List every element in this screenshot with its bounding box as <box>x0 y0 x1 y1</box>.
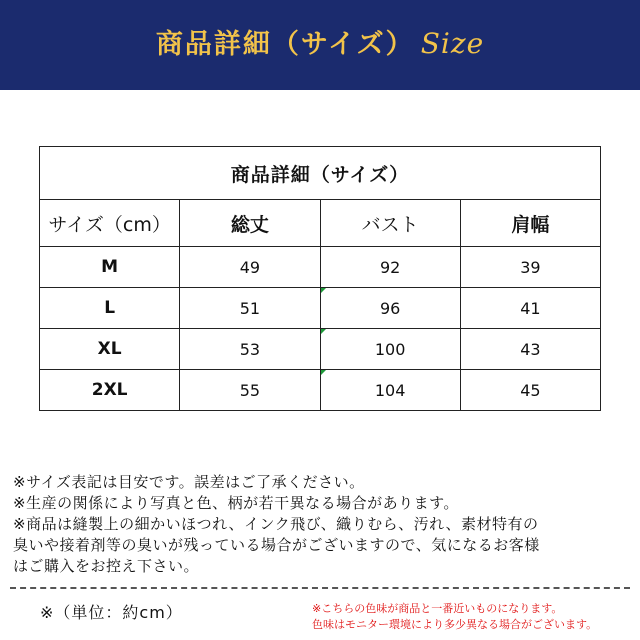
bust-cell: 92 <box>320 247 460 288</box>
banner-title <box>0 22 640 61</box>
bust-cell: 96 <box>320 288 460 329</box>
table-header-row <box>40 200 601 247</box>
banner-title-latin: Size <box>420 27 485 60</box>
size-cell: XL <box>40 329 180 370</box>
header-bust: バスト <box>320 200 460 247</box>
shoulder-cell: 43 <box>460 329 600 370</box>
unit-note: ※（単位：約cm） <box>40 603 183 622</box>
shoulder-cell: 45 <box>460 370 600 411</box>
note-line: 臭いや接着剤等の臭いが残っている場合がございますので、気になるお客様 <box>13 536 540 554</box>
table-row <box>40 329 601 370</box>
length-cell: 53 <box>180 329 320 370</box>
length-cell: 49 <box>180 247 320 288</box>
table-title-row <box>40 147 601 200</box>
header-length: 総丈 <box>180 200 320 247</box>
note-line: ※商品は縫製上の細かいほつれ、インク飛び、織りむら、汚れ、素材特有の <box>13 515 539 533</box>
length-cell: 51 <box>180 288 320 329</box>
table-row <box>40 247 601 288</box>
size-cell: 2XL <box>40 370 180 411</box>
note-line: ※サイズ表記は目安です。誤差はご了承ください。 <box>13 473 365 491</box>
note-line: ※生産の関係により写真と色、柄が若干異なる場合があります。 <box>13 494 459 512</box>
header-size: サイズ（cm） <box>40 200 180 247</box>
color-note <box>312 601 632 633</box>
header-banner <box>0 0 640 90</box>
bust-cell: 104 <box>320 370 460 411</box>
banner-title-text: 商品詳細（サイズ） <box>155 29 415 60</box>
table-row <box>40 288 601 329</box>
dashed-divider <box>10 587 630 589</box>
shoulder-cell: 39 <box>460 247 600 288</box>
size-cell: L <box>40 288 180 329</box>
header-shoulder: 肩幅 <box>460 200 600 247</box>
size-table <box>39 146 601 411</box>
color-note-line: ※こちらの色味が商品と一番近いものになります。 <box>312 602 563 615</box>
bust-cell: 100 <box>320 329 460 370</box>
size-cell: M <box>40 247 180 288</box>
length-cell: 55 <box>180 370 320 411</box>
note-line: はご購入をお控え下さい。 <box>13 557 200 575</box>
color-note-line: 色味はモニター環境により多少異なる場合がございます。 <box>312 618 598 631</box>
shoulder-cell: 41 <box>460 288 600 329</box>
table-title: 商品詳細（サイズ） <box>40 147 601 200</box>
notes-block <box>13 472 633 577</box>
table-row <box>40 370 601 411</box>
